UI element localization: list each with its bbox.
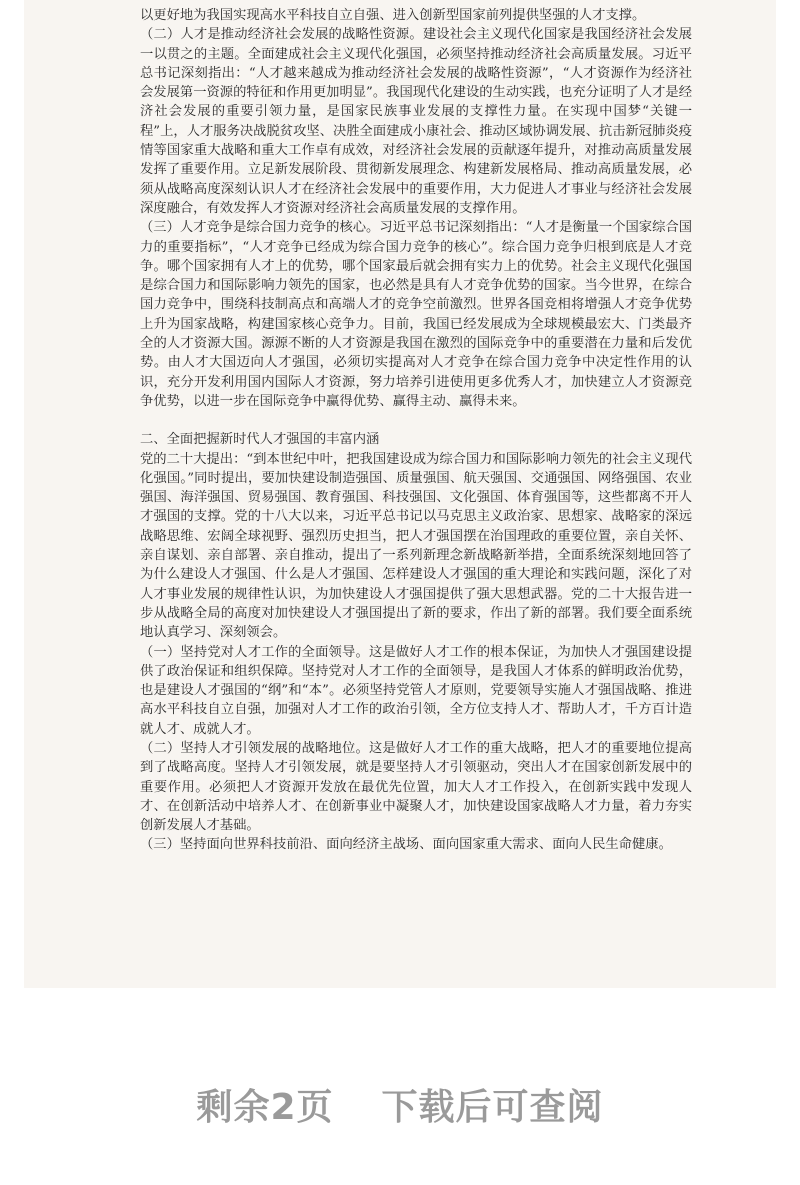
paragraph: 以更好地为我国实现高水平科技自立自强、进入创新型国家前列提供坚强的人才支撑。 bbox=[140, 8, 646, 23]
section-heading: 二、全面把握新时代人才强国的丰富内涵 bbox=[140, 432, 380, 448]
document-body bbox=[140, 6, 692, 855]
download-prompt[interactable] bbox=[0, 1080, 800, 1136]
paragraph: （三）坚持面向世界科技前沿、面向经济主战场、面向国家重大需求、面向人民生命健康。 bbox=[140, 837, 672, 853]
paragraph: 党的二十大提出：“到本世纪中叶，把我国建设成为综合国力和国际影响力领先的社会主义现代化强国。”同时提出，要加快建设制造强国、质量强国、航天强国、交通强国、网络强国、农业强国、海洋强国、贸易强国、教育强国、科技强国、文化强国、体育强国等，这些都离不开人才强国的支撑。党的十八大以来，习近平总书记以马克思主义政治家、思想家、战略家的深远战略思维、宏阔全球视野、强烈历史担当，把人才强国摆在治国理政的重要位置，亲自关怀、亲自谋划、亲自部署、亲自推动，提出了一系列新理念新战略新举措，全面系统深刻地回答了为什么建设人才强国、什么是人才强国、怎样建设人才强国的重大理论和实践问题，深化了对人才事业发展的规律性认识，为加快建设人才强国提供了强大思想武器。党的二十大报告进一步从战略全局的高度对加快建设人才强国提出了新的要求，作出了新的部署。我们要全面系统地认真学习、深刻领会。 bbox=[140, 451, 692, 641]
document-page bbox=[24, 0, 776, 988]
paragraph: （三）人才竞争是综合国力竞争的核心。习近平总书记深刻指出：“人才是衡量一个国家综合国力的重要指标”，“人才竞争已经成为综合国力竞争的核心”。综合国力竞争归根到底是人才竞争。哪个国家拥有人才上的优势，哪个国家最后就会拥有实力上的优势。社会主义现代化强国是综合国力和国际影响力领先的国家，也必然是具有人才竞争优势的国家。当今世界，在综合国力竞争中，围绕科技制高点和高端人才的竞争空前激烈。世界各国竞相将增强人才竞争优势上升为国家战略，构建国家核心竞争力。目前，我国已经发展成为全球规模最宏大、门类最齐全的人才资源大国。源源不断的人才资源是我国在激烈的国际竞争中的重要潜在力量和后发优势。由人才大国迈向人才强国，必须切实提高对人才竞争在综合国力竞争中决定性作用的认识，充分开发利用国内国际人才资源，努力培养引进使用更多优秀人才，加快建立人才资源竞争优势，以进一步在国际竞争中赢得优势、赢得主动、赢得未来。 bbox=[140, 220, 692, 409]
remaining-pages-label: 剩余2页 bbox=[196, 1087, 334, 1128]
paragraph: （二）人才是推动经济社会发展的战略性资源。建设社会主义现代化国家是我国经济社会发展一以贯之的主题。全面建成社会主义现代化强国，必须坚持推动经济社会高质量发展。习近平总书记深刻指出：“人才越来越成为推动经济社会发展的战略性资源”，“人才资源作为经济社会发展第一资源的特征和作用更加明显”。我国现代化建设的生动实践，也充分证明了人才是经济社会发展的重要引领力量，是国家民族事业发展的支撑性力量。在实现中国梦“关键一程”上，人才服务决战脱贫攻坚、决胜全面建成小康社会、推动区域协调发展、抗击新冠肺炎疫情等国家重大战略和重大工作卓有成效，对经济社会发展的贡献逐年提升，对推动高质量发展发挥了重要作用。立足新发展阶段、贯彻新发展理念、构建新发展格局、推动高质量发展，必须从战略高度深刻认识人才在经济社会发展中的重要作用，大力促进人才事业与经济社会发展深度融合，有效发挥人才资源对经济社会高质量发展的支撑作用。 bbox=[140, 27, 692, 216]
paragraph: （二）坚持人才引领发展的战略地位。这是做好人才工作的重大战略，把人才的重要地位提高到了战略高度。坚持人才引领发展，就是要坚持人才引领驱动，突出人才在国家创新发展中的重要作用。必须把人才资源开发放在最优先位置，加大人才工作投入，在创新实践中发现人才、在创新活动中培养人才、在创新事业中凝聚人才，加快建设国家战略人才力量，着力夯实创新发展人才基础。 bbox=[140, 740, 692, 834]
download-to-read-label: 下载后可查阅 bbox=[381, 1087, 604, 1128]
paragraph: （一）坚持党对人才工作的全面领导。这是做好人才工作的根本保证，为加快人才强国建设提供了政治保证和组织保障。坚持党对人才工作的全面领导，是我国人才体系的鲜明政治优势，也是建设人才强国的“纲”和“本”。必须坚持党管人才原则，党要领导实施人才强国战略、推进高水平科技自立自强，加强对人才工作的政治引领，全方位支持人才、帮助人才，千方百计造就人才、成就人才。 bbox=[140, 644, 692, 737]
